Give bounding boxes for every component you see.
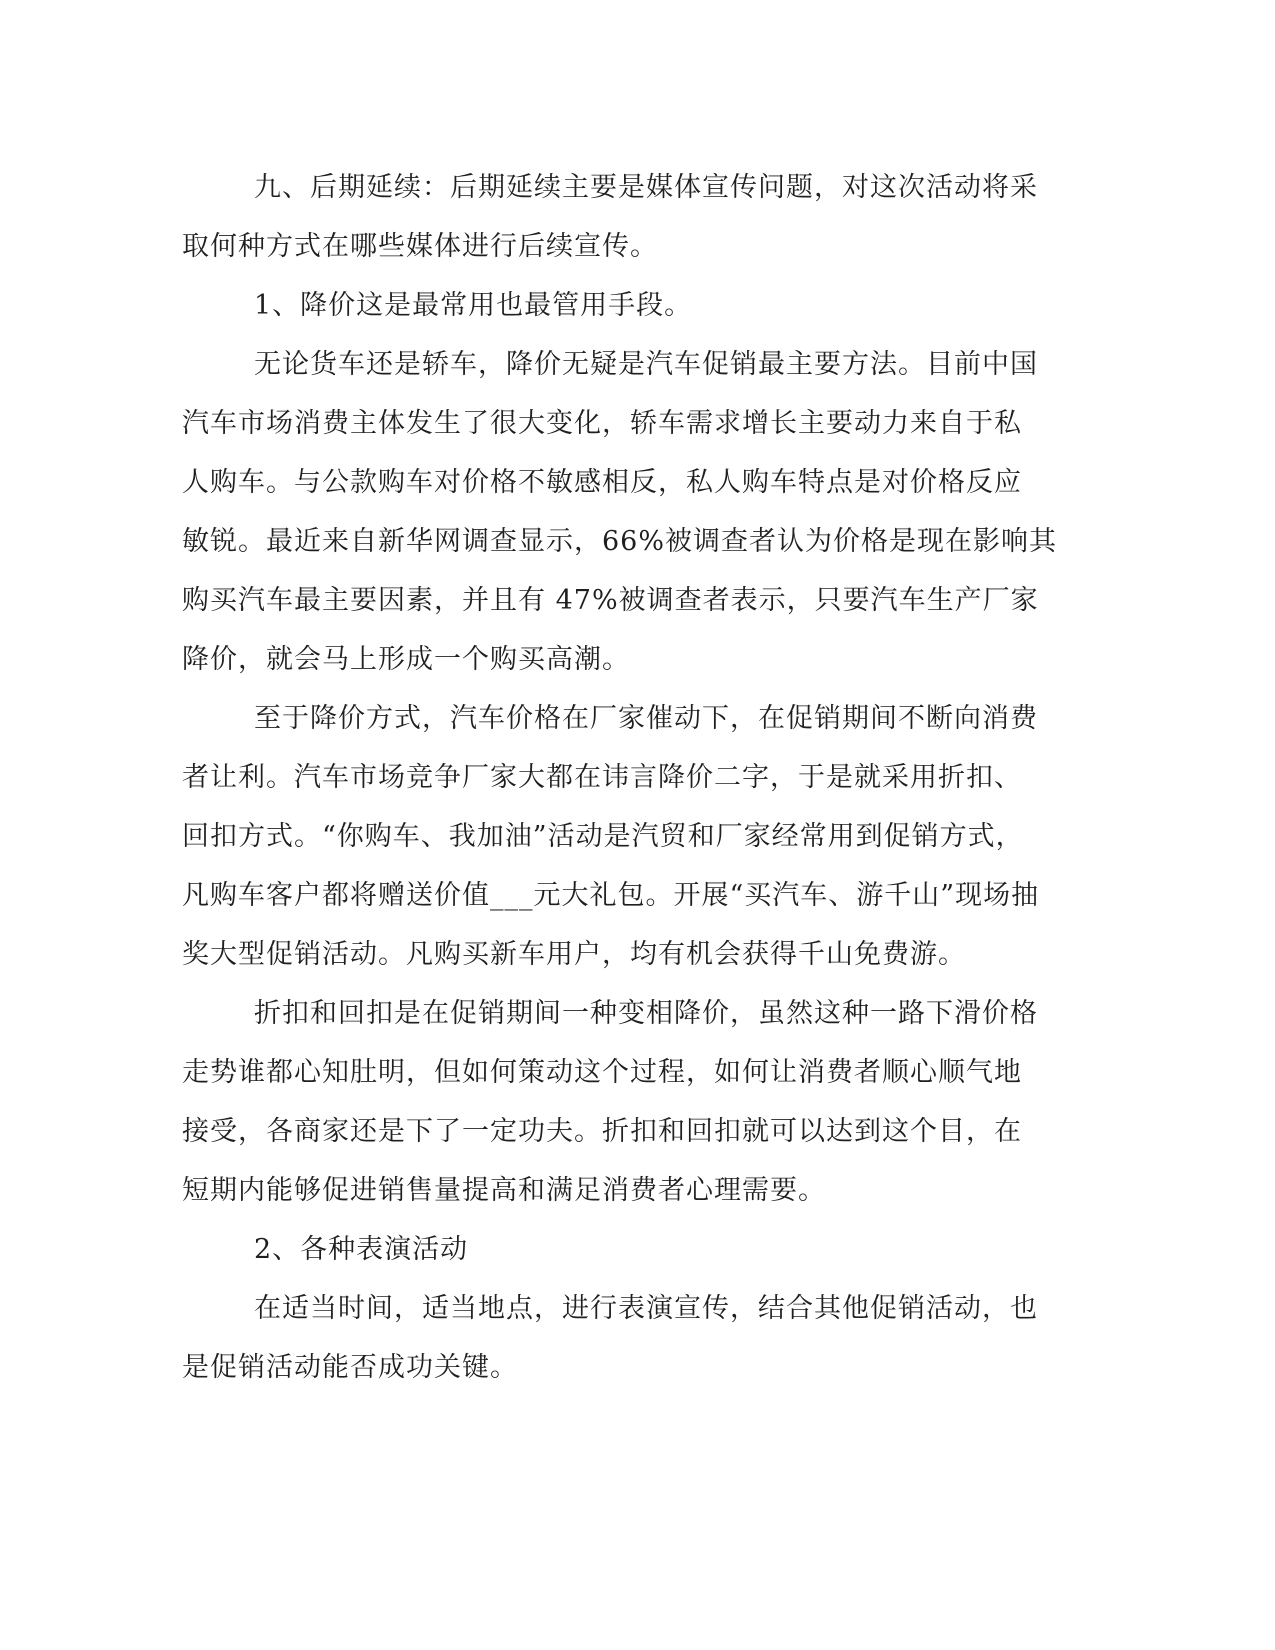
section-heading: 2、各种表演活动	[254, 1234, 469, 1265]
text-line: 接受，各商家还是下了一定功夫。折扣和回扣就可以达到这个目，在	[182, 1116, 1022, 1147]
paragraph-discount-rebate	[182, 984, 1038, 1220]
paragraph-heading-performances	[182, 1220, 1032, 1279]
text-line: 至于降价方式，汽车价格在厂家催动下，在促销期间不断向消费	[254, 703, 1038, 734]
text-line: 在适当时间，适当地点，进行表演宣传，结合其他促销活动，也	[254, 1293, 1038, 1324]
text-line: 者让利。汽车市场竞争厂家大都在讳言降价二字，于是就采用折扣、	[182, 762, 1022, 793]
paragraph-price-cut-method	[182, 689, 1040, 984]
text-line: 人购车。与公款购车对价格不敏感相反，私人购车特点是对价格反应	[182, 467, 1022, 498]
text-line: 回扣方式。“你购车、我加油”活动是汽贸和厂家经常用到促销方式，	[182, 821, 1024, 852]
text-line: 奖大型促销活动。凡购买新车用户，均有机会获得千山免费游。	[182, 939, 966, 970]
paragraph-follow-up	[182, 158, 1038, 276]
paragraph-price-cut-main	[182, 335, 1058, 689]
text-line: 是促销活动能否成功关键。	[182, 1352, 518, 1383]
text-line: 降价，就会马上形成一个购买高潮。	[182, 644, 630, 675]
text-line: 购买汽车最主要因素，并且有 47%被调查者表示，只要汽车生产厂家	[182, 585, 1039, 616]
text-line: 取何种方式在哪些媒体进行后续宣传。	[182, 231, 658, 262]
paragraph-heading-price-cut	[182, 276, 1032, 335]
paragraph-performances	[182, 1279, 1038, 1397]
text-line: 汽车市场消费主体发生了很大变化，轿车需求增长主要动力来自于私	[182, 408, 1022, 439]
text-line: 短期内能够促进销售量提高和满足消费者心理需要。	[182, 1175, 826, 1206]
text-line: 折扣和回扣是在促销期间一种变相降价，虽然这种一路下滑价格	[254, 998, 1038, 1029]
document-body	[182, 158, 1058, 1397]
text-line: 凡购车客户都将赠送价值___元大礼包。开展“买汽车、游千山”现场抽	[182, 880, 1040, 911]
text-line: 敏锐。最近来自新华网调查显示，66%被调查者认为价格是现在影响其	[182, 526, 1058, 557]
section-heading: 1、降价这是最常用也最管用手段。	[254, 290, 693, 321]
text-line: 九、后期延续：后期延续主要是媒体宣传问题，对这次活动将采	[254, 172, 1038, 203]
text-line: 无论货车还是轿车，降价无疑是汽车促销最主要方法。目前中国	[254, 349, 1038, 380]
text-line: 走势谁都心知肚明，但如何策动这个过程，如何让消费者顺心顺气地	[182, 1057, 1022, 1088]
